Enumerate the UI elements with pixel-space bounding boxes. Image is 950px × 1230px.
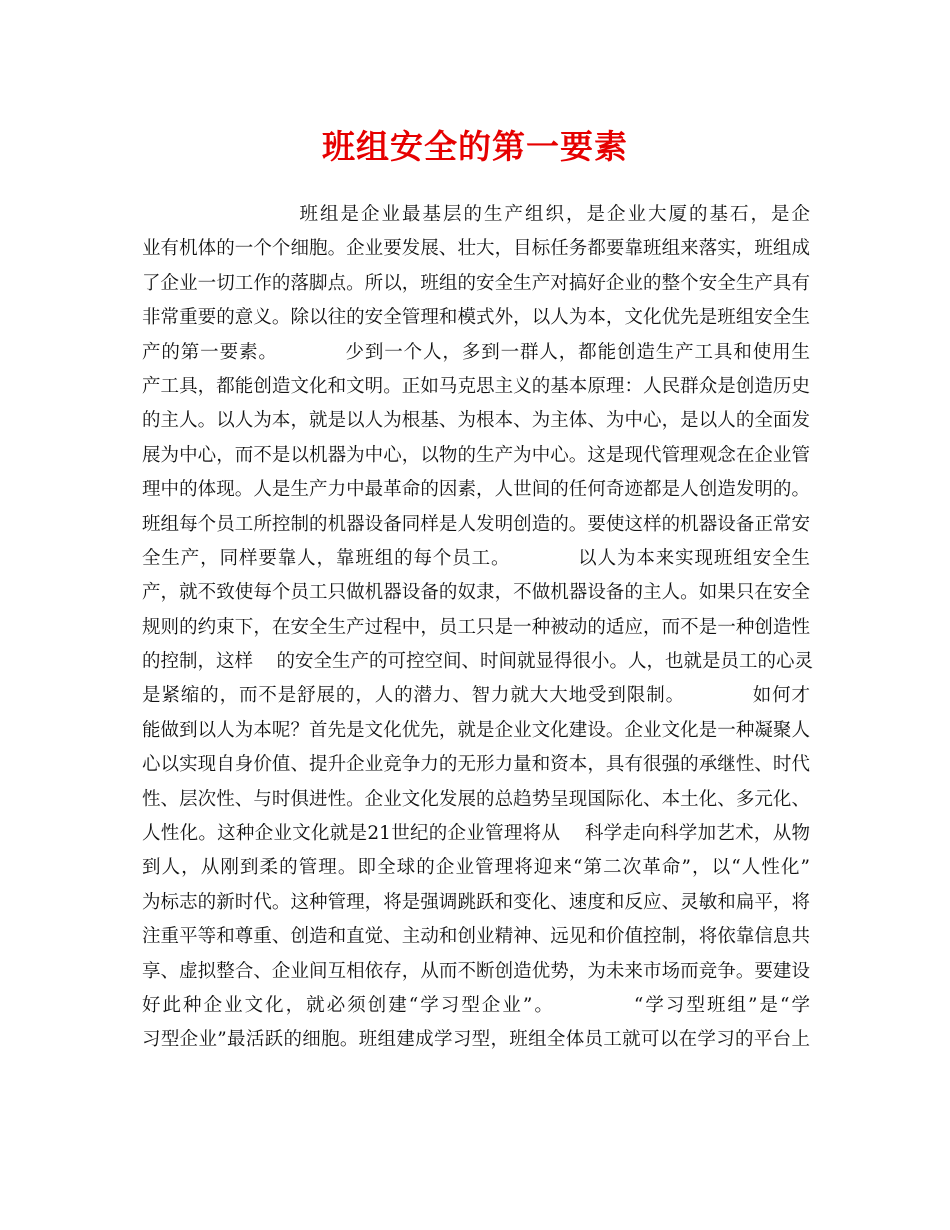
body-text-line: 全生产，同样要靠人，靠班组的每个员工。 以人为本来实现班组安全生 xyxy=(142,547,810,569)
body-text-line: 产的第一要素。 少到一个人，多到一群人，都能创造生产工具和使用生 xyxy=(142,341,810,363)
body-text-line: 的控制，这样 的安全生产的可控空间、时间就显得很小。人，也就是员工的心灵 xyxy=(142,651,814,673)
body-text-line: 展为中心，而不是以机器为中心，以物的生产为中心。这是现代管理观念在企业管 xyxy=(142,444,810,466)
body-text-line: 的主人。以人为本，就是以人为根基、为根本、为主体、为中心，是以人的全面发 xyxy=(142,410,810,432)
body-text-line: 班组每个员工所控制的机器设备同样是人发明创造的。要使这样的机器设备正常安 xyxy=(142,513,810,535)
body-text-line: 能做到以人为本呢？首先是文化优先，就是企业文化建设。企业文化是一种凝聚人 xyxy=(142,719,810,741)
body-text-line: 习型企业”最活跃的细胞。班组建成学习型，班组全体员工就可以在学习的平台上 xyxy=(142,1029,810,1051)
body-text-line: 班组是企业最基层的生产组织，是企业大厦的基石，是企 xyxy=(142,204,810,225)
body-text-line: 理中的体现。人是生产力中最革命的因素，人世间的任何奇迹都是人创造发明的。 xyxy=(142,479,810,501)
body-text-line: 非常重要的意义。除以往的安全管理和模式外，以人为本，文化优先是班组安全生 xyxy=(142,307,810,329)
body-text-line: 为标志的新时代。这种管理，将是强调跳跃和变化、速度和反应、灵敏和扁平，将 xyxy=(142,891,810,913)
body-text-line: 产，就不致使每个员工只做机器设备的奴隶，不做机器设备的主人。如果只在安全 xyxy=(142,582,810,604)
body-text-line: 性、层次性、与时俱进性。企业文化发展的总趋势呈现国际化、本土化、多元化、 xyxy=(142,788,810,810)
body-text-line: 到人，从刚到柔的管理。即全球的企业管理将迎来“第二次革命”，以“人性化” xyxy=(142,857,810,879)
body-text-line: 人性化。这种企业文化就是21世纪的企业管理将从 科学走向科学加艺术，从物 xyxy=(142,823,810,845)
document-title: 班组安全的第一要素 xyxy=(322,127,628,166)
body-text-line: 好此种企业文化，就必须创建“学习型企业”。 “学习型班组”是“学 xyxy=(142,994,810,1016)
body-text-line: 是紧缩的，而不是舒展的，人的潜力、智力就大大地受到限制。 如何才 xyxy=(142,685,810,707)
body-text-line: 心以实现自身价值、提升企业竞争力的无形力量和资本，具有很强的承继性、时代 xyxy=(142,754,810,776)
document-body xyxy=(142,198,814,1058)
body-text-line: 了企业一切工作的落脚点。所以，班组的安全生产对搞好企业的整个安全生产具有 xyxy=(142,272,810,294)
body-text-line: 享、虚拟整合、企业间互相依存，从而不断创造优势，为未来市场而竞争。要建设 xyxy=(142,960,810,982)
body-text-line: 注重平等和尊重、创造和直觉、主动和创业精神、远见和价值控制，将依靠信息共 xyxy=(142,926,810,948)
body-text-line: 产工具，都能创造文化和文明。正如马克思主义的基本原理：人民群众是创造历史 xyxy=(142,375,810,397)
body-text-line: 业有机体的一个个细胞。企业要发展、壮大，目标任务都要靠班组来落实，班组成 xyxy=(142,238,810,260)
body-text-line: 规则的约束下，在安全生产过程中，员工只是一种被动的适应，而不是一种创造性 xyxy=(142,616,810,638)
